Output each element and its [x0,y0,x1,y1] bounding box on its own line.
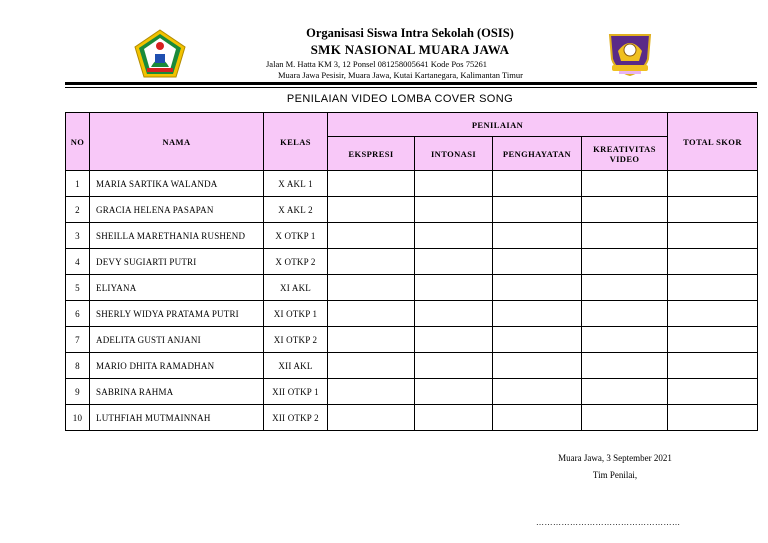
row-nama: GRACIA HELENA PASAPAN [90,197,264,223]
table-row [66,249,758,275]
score-kreativitas-cell[interactable] [582,171,668,197]
header-intonasi: INTONASI [415,137,493,171]
score-ekspresi-cell[interactable] [328,301,415,327]
row-kelas: XI OTKP 2 [264,327,328,353]
score-table [65,112,758,431]
score-kreativitas-cell[interactable] [582,327,668,353]
score-intonasi-cell[interactable] [415,301,493,327]
row-no: 5 [66,275,90,301]
row-no: 8 [66,353,90,379]
score-penghayatan-cell[interactable] [493,405,582,431]
row-no: 3 [66,223,90,249]
score-intonasi-cell[interactable] [415,171,493,197]
score-kreativitas-cell[interactable] [582,223,668,249]
score-intonasi-cell[interactable] [415,275,493,301]
score-total-cell[interactable] [668,249,758,275]
address-line-2: Muara Jawa Pesisir, Muara Jawa, Kutai Kartanegara, Kalimantan Timur [278,70,523,80]
score-penghayatan-cell[interactable] [493,249,582,275]
row-kelas: XI AKL [264,275,328,301]
score-ekspresi-cell[interactable] [328,379,415,405]
score-total-cell[interactable] [668,301,758,327]
score-penghayatan-cell[interactable] [493,223,582,249]
row-kelas: X AKL 1 [264,171,328,197]
address-line-1: Jalan M. Hatta KM 3, 12 Ponsel 081258005641 Kode Pos 75261 [266,59,487,69]
score-total-cell[interactable] [668,171,758,197]
row-nama: MARIA SARTIKA WALANDA [90,171,264,197]
table-row [66,353,758,379]
org-name: Organisasi Siswa Intra Sekolah (OSIS) [306,26,514,40]
score-ekspresi-cell[interactable] [328,197,415,223]
score-kreativitas-cell[interactable] [582,379,668,405]
score-intonasi-cell[interactable] [415,249,493,275]
row-nama: DEVY SUGIARTI PUTRI [90,249,264,275]
header-total-skor: TOTAL SKOR [668,113,758,171]
score-total-cell[interactable] [668,379,758,405]
header-nama: NAMA [90,113,264,171]
row-no: 4 [66,249,90,275]
table-row [66,223,758,249]
row-no: 10 [66,405,90,431]
score-intonasi-cell[interactable] [415,197,493,223]
table-row [66,379,758,405]
osis-logo-right [606,31,654,77]
row-nama: SHEILLA MARETHANIA RUSHEND [90,223,264,249]
table-row [66,197,758,223]
header-ekspresi: EKSPRESI [328,137,415,171]
score-total-cell[interactable] [668,275,758,301]
row-no: 9 [66,379,90,405]
score-ekspresi-cell[interactable] [328,171,415,197]
row-kelas: XI OTKP 1 [264,301,328,327]
row-nama: MARIO DHITA RAMADHAN [90,353,264,379]
table-row [66,405,758,431]
score-kreativitas-cell[interactable] [582,301,668,327]
school-name: SMK NASIONAL MUARA JAWA [310,42,510,57]
score-penghayatan-cell[interactable] [493,275,582,301]
score-kreativitas-cell[interactable] [582,197,668,223]
score-ekspresi-cell[interactable] [328,405,415,431]
row-no: 7 [66,327,90,353]
score-total-cell[interactable] [668,197,758,223]
score-ekspresi-cell[interactable] [328,327,415,353]
score-kreativitas-cell[interactable] [582,249,668,275]
score-intonasi-cell[interactable] [415,405,493,431]
table-body [66,171,758,431]
document-title: PENILAIAN VIDEO LOMBA COVER SONG [286,93,514,105]
score-penghayatan-cell[interactable] [493,327,582,353]
school-logo-left [133,29,187,79]
row-nama: ELIYANA [90,275,264,301]
header-penghayatan: PENGHAYATAN [493,137,582,171]
score-penghayatan-cell[interactable] [493,171,582,197]
row-kelas: XII OTKP 1 [264,379,328,405]
row-kelas: X AKL 2 [264,197,328,223]
score-kreativitas-cell[interactable] [582,275,668,301]
header-rule-thick [65,82,757,85]
row-kelas: XII AKL [264,353,328,379]
score-ekspresi-cell[interactable] [328,275,415,301]
score-penghayatan-cell[interactable] [493,353,582,379]
row-nama: LUTHFIAH MUTMAINNAH [90,405,264,431]
score-ekspresi-cell[interactable] [328,353,415,379]
row-nama: SHERLY WIDYA PRATAMA PUTRI [90,301,264,327]
table-row [66,275,758,301]
header-rule-thin [65,87,757,88]
header-kreativitas-video: KREATIVITAS VIDEO [582,137,668,171]
table-row [66,301,758,327]
table-row [66,327,758,353]
row-no: 6 [66,301,90,327]
row-nama: SABRINA RAHMA [90,379,264,405]
score-intonasi-cell[interactable] [415,327,493,353]
score-ekspresi-cell[interactable] [328,249,415,275]
place-date: Muara Jawa, 3 September 2021 [558,453,672,463]
score-intonasi-cell[interactable] [415,379,493,405]
table-row [66,171,758,197]
row-kelas: X OTKP 1 [264,223,328,249]
score-total-cell[interactable] [668,353,758,379]
header-penilaian: PENILAIAN [328,113,668,137]
team-label: Tim Penilai, [592,470,638,480]
score-penghayatan-cell[interactable] [493,379,582,405]
score-ekspresi-cell[interactable] [328,223,415,249]
score-penghayatan-cell[interactable] [493,301,582,327]
row-no: 1 [66,171,90,197]
score-kreativitas-cell[interactable] [582,405,668,431]
score-intonasi-cell[interactable] [415,353,493,379]
score-total-cell[interactable] [668,327,758,353]
score-total-cell[interactable] [668,223,758,249]
row-kelas: X OTKP 2 [264,249,328,275]
signature-line: …………………………………………… [536,518,681,527]
score-total-cell[interactable] [668,405,758,431]
score-kreativitas-cell[interactable] [582,353,668,379]
row-kelas: XII OTKP 2 [264,405,328,431]
score-intonasi-cell[interactable] [415,223,493,249]
header-kelas: KELAS [264,113,328,171]
score-penghayatan-cell[interactable] [493,197,582,223]
row-no: 2 [66,197,90,223]
header-no: NO [66,113,90,171]
row-nama: ADELITA GUSTI ANJANI [90,327,264,353]
